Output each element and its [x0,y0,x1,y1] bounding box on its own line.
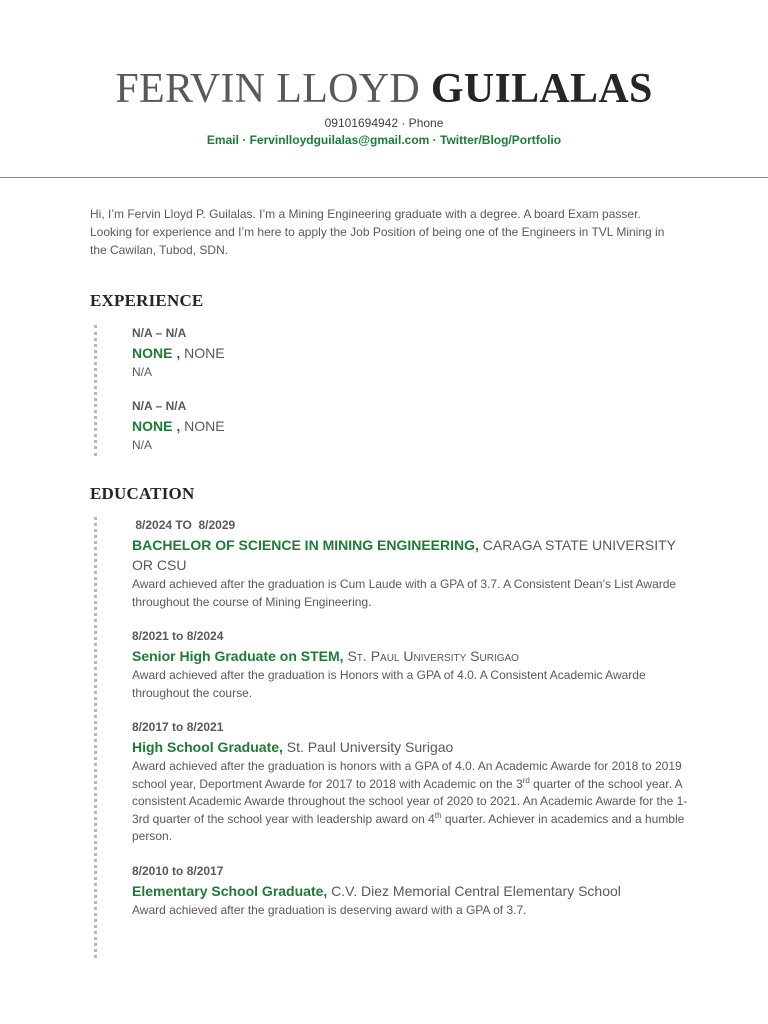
resume-header [0,0,768,178]
education-heading: EDUCATION [90,484,195,503]
education-description: Award achieved after the graduation is Cum Laude with a GPA of 3.7. A Consistent Dean’s List Awarde throughout the course of Mining Engineering. [132,577,677,609]
education-degree [132,737,688,757]
description-part: quarter of the school year. A consistent Academic Awarde throughout the school year of 2020 to 2021. An Academic Awarde for the 1-3rd quarter of the school year with leadership award on 4 [132,776,688,826]
education-dates: 8/2017 to 8/2021 [132,720,224,734]
education-dates: 8/2010 to 8/2017 [132,863,224,878]
experience-title: NONE , [132,345,181,361]
first-names: FERVIN LLOYD [115,66,421,112]
last-name: GUILALAS [430,66,653,112]
contact-links[interactable]: Email · Fervinlloydguilalas@gmail.com · Twitter/Blog/Portfolio [206,133,562,147]
education-degree [132,535,688,575]
school-name: St. Paul University Surigao [282,739,454,755]
education-description: Award achieved after the graduation is Honors with a GPA of 4.0. A Consistent Academic Awarde throughout the course. [132,668,646,700]
full-name [0,66,768,112]
school-name: St. Paul University Surigao [343,648,519,664]
experience-company: NONE [180,345,225,361]
description-part: Award achieved after the graduation is honors with a GPA of 4.0. An Academic Awarde for 2018 to 2019 school year, Deportment Awarde for 2017 to 2018 with Academic on the 3 [132,759,682,791]
school-name: C.V. Diez Memorial Central Elementary School [327,882,621,899]
education-item [132,719,688,846]
degree-title: High School Graduate, [132,739,283,755]
education-dates: 8/2024 TO 8/2029 [132,518,236,532]
degree-title: BACHELOR OF SCIENCE IN MINING ENGINEERING, [132,537,479,553]
education-degree [132,646,688,666]
experience-item [132,398,688,455]
ordinal-suffix: rd [522,775,530,785]
degree-title: Senior High Graduate on STEM, [132,648,344,664]
description-part: quarter. Achiever in academics and a humble person. [132,811,685,843]
school-name: CARAGA STATE UNIVERSITY OR CSU [132,537,676,573]
experience-role [132,343,688,363]
experience-dates: N/A – N/A [132,326,187,340]
objective-summary: Hi, I’m Fervin Lloyd P. Guilalas. I’m a Mining Engineering graduate with a degree. A board Exam passer. Looking for experience and I’m here to apply the Job Position of being one of the Engineers in TVL Mining in the Cawilan, Tubod, SDN. [90,207,665,257]
education-item [132,863,688,920]
degree-title: Elementary School Graduate, [132,882,328,899]
experience-list [94,325,688,456]
education-degree [132,881,688,901]
experience-title: NONE , [132,417,181,434]
experience-company: NONE [180,417,225,434]
education-dates: 8/2021 to 8/2024 [132,629,224,643]
experience-role [132,416,688,436]
education-item [132,517,688,611]
education-description: Award achieved after the graduation is deserving award with a GPA of 3.7. [132,902,527,917]
experience-dates: N/A – N/A [132,398,187,413]
experience-description: N/A [132,437,153,452]
experience-heading: EXPERIENCE [90,291,204,310]
education-list [94,517,688,958]
experience-item [132,325,688,382]
phone-line: 09101694942 · Phone [324,116,444,130]
ordinal-suffix: th [434,810,442,820]
experience-description: N/A [132,365,153,379]
education-description [132,758,688,846]
education-item [132,628,688,702]
